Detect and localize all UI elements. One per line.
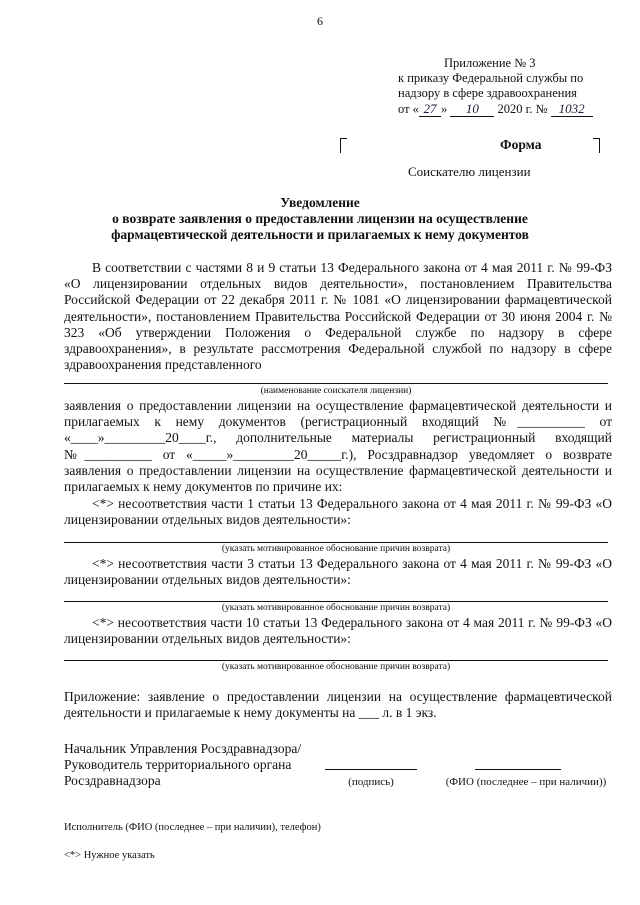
bracket-left	[340, 138, 347, 153]
executor: Исполнитель (ФИО (последнее – при наличии), телефон)	[64, 822, 321, 833]
name-caption: (ФИО (последнее – при наличии))	[445, 776, 607, 788]
reason-1	[64, 496, 612, 528]
reason-2-caption: (указать мотивированное обоснование причин возврата)	[221, 603, 451, 613]
reason-1-caption: (указать мотивированное обоснование причин возврата)	[221, 544, 451, 554]
addressee: Соискателю лицензии	[408, 164, 531, 179]
intro-text: В соответствии с частями 8 и 9 статьи 13 Федерального закона от 4 мая 2011 г. № 99-ФЗ «О лицензировании отдельных видов деятельности», постановлением Правительства Российской Федерации от 22 декабря 2011 г. № 1081 «О лицензировании фармацевтической деятельности», постановлением Правительства Российской Федерации от 30 июня 2004 г. № 323 «Об утверждении Положения о Федеральной службе по надзору в сфере здравоохранения», в результате рассмотрения Федеральной службой по надзору в сфере здравоохранения представленного	[64, 260, 612, 373]
appendix-date	[398, 101, 593, 117]
footnote: <*> Нужное указать	[64, 850, 155, 861]
reason-2-text: <*> несоответствия части 3 статьи 13 Федерального закона от 4 мая 2011 г. № 99-ФЗ «О лицензировании отдельных видов деятельности»:	[64, 556, 612, 588]
appendix-block	[398, 56, 593, 117]
signatory-line3: Росздравнадзора	[64, 773, 161, 788]
title-line3: фармацевтической деятельности и прилагаемых к нему документов	[111, 227, 529, 242]
name-line	[475, 769, 561, 770]
appendix-line2: к приказу Федеральной службы по	[398, 71, 584, 85]
reason-3-caption: (указать мотивированное обоснование причин возврата)	[221, 662, 451, 672]
reason-2-line	[64, 601, 608, 602]
form-label-block	[340, 136, 600, 158]
reason-1-text: <*> несоответствия части 1 статьи 13 Федерального закона от 4 мая 2011 г. № 99-ФЗ «О лицензировании отдельных видов деятельности»:	[64, 496, 612, 528]
date-number: 1032	[551, 101, 593, 117]
applicant-caption: (наименование соискателя лицензии)	[260, 386, 412, 396]
form-label: Форма	[500, 137, 542, 152]
signature-line	[325, 769, 417, 770]
appendix-line1: Приложение № 3	[444, 56, 536, 70]
signature-caption: (подпись)	[348, 776, 394, 788]
bracket-right	[593, 138, 600, 153]
appendix-line3: надзору в сфере здравоохранения	[398, 86, 577, 100]
date-mid: »	[440, 102, 448, 116]
reason-3	[64, 615, 612, 647]
attachment-paragraph: Приложение: заявление о предоставлении лицензии на осуществление фармацевтической деятельности и прилагаемые к нему документы на ___ л. в 1 экз.	[64, 689, 612, 721]
reason-1-line	[64, 542, 608, 543]
intro-paragraph	[64, 260, 612, 373]
reason-3-text: <*> несоответствия части 10 статьи 13 Федерального закона от 4 мая 2011 г. № 99-ФЗ «О лицензировании отдельных видов деятельности»:	[64, 615, 612, 647]
date-day: 27	[419, 101, 441, 117]
reason-2	[64, 556, 612, 588]
date-year: 2020 г. №	[497, 102, 548, 116]
title-line2: о возврате заявления о предоставлении лицензии на осуществление	[112, 211, 528, 226]
applicant-line	[64, 383, 608, 384]
notification-paragraph: заявления о предоставлении лицензии на осуществление фармацевтической деятельности и прилагаемых к нему документов (регистрационный входящий №__________ от «____»_________20____г., дополнительные материалы регистрационный входящий №__________ от «_____»_________20_____г.), Росздравнадзор уведомляет о возврате заявления о предоставлении лицензии на осуществление фармацевтической деятельности и прилагаемых к нему документов по причине их:	[64, 398, 612, 495]
page-number: 6	[317, 14, 323, 28]
date-prefix: от «	[398, 102, 419, 116]
reason-3-line	[64, 660, 608, 661]
signatory-line1: Начальник Управления Росздравнадзора/	[64, 741, 302, 756]
date-month: 10	[450, 101, 494, 117]
signatory-line2: Руководитель территориального органа	[64, 757, 292, 772]
title-line1: Уведомление	[280, 195, 360, 210]
